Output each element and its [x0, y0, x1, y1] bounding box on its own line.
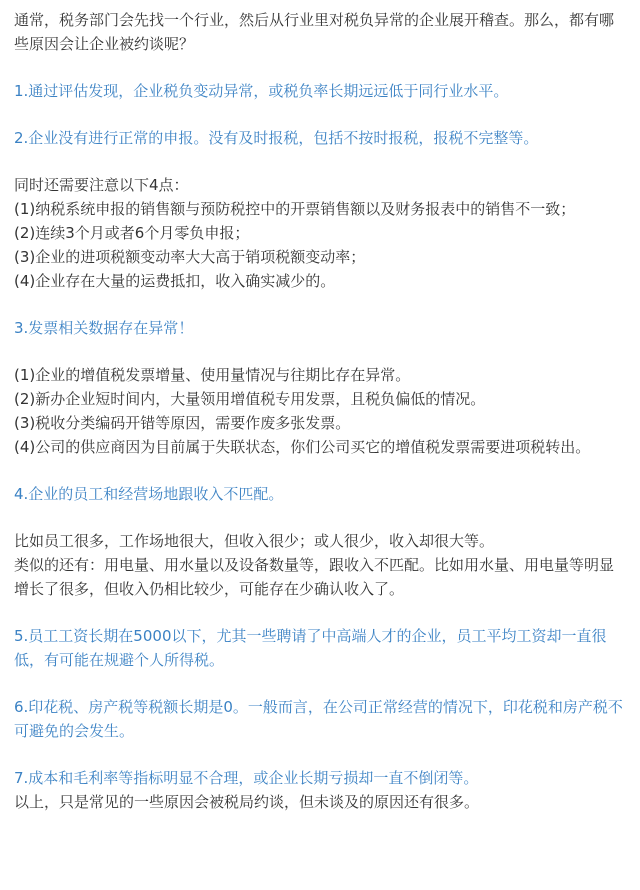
spacer — [14, 506, 628, 529]
note-item: (2)连续3个月或者6个月零负申报； — [14, 224, 250, 242]
point-4: 4.企业的员工和经营场地跟收入不匹配。 — [14, 485, 284, 503]
invoice-item: (4)公司的供应商因为目前属于失联状态，你们公司买它的增值税发票需要进项税转出。 — [14, 438, 591, 456]
spacer — [14, 150, 628, 173]
note-item: (4)企业存在大量的运费抵扣，收入确实减少的。 — [14, 272, 336, 290]
article-body — [14, 8, 628, 814]
point-4-detail: 类似的还有：用电量、用水量以及设备数量等，跟收入不匹配。比如用水量、用电量等明显增长了很多，但收入仍相比较少，可能存在少确认收入了。 — [14, 556, 615, 598]
point-4-detail: 比如员工很多，工作场地很大，但收入很少；或人很少，收入却很大等。 — [14, 532, 495, 550]
point-1: 1.通过评估发现，企业税负变动异常，或税负率长期远远低于同行业水平。 — [14, 82, 509, 100]
intro-paragraph: 通常，税务部门会先找一个行业，然后从行业里对税负异常的企业展开稽查。那么，都有哪些原因会让企业被约谈呢？ — [14, 11, 615, 53]
spacer — [14, 293, 628, 316]
spacer — [14, 672, 628, 695]
invoice-item: (1)企业的增值税发票增量、使用量情况与往期比存在异常。 — [14, 366, 411, 384]
invoice-item: (3)税收分类编码开错等原因，需要作废多张发票。 — [14, 414, 351, 432]
spacer — [14, 340, 628, 363]
point-2: 2.企业没有进行正常的申报。没有及时报税，包括不按时报税，报税不完整等。 — [14, 129, 539, 147]
note-heading: 同时还需要注意以下4点： — [14, 176, 189, 194]
invoice-item: (2)新办企业短时间内，大量领用增值税专用发票，且税负偏低的情况。 — [14, 390, 486, 408]
spacer — [14, 743, 628, 766]
note-item: (1)纳税系统申报的销售额与预防税控中的开票销售额以及财务报表中的销售不一致； — [14, 200, 576, 218]
spacer — [14, 56, 628, 79]
spacer — [14, 459, 628, 482]
spacer — [14, 601, 628, 624]
note-item: (3)企业的进项税额变动率大大高于销项税额变动率； — [14, 248, 366, 266]
point-7: 7.成本和毛利率等指标明显不合理，或企业长期亏损却一直不倒闭等。 — [14, 769, 479, 787]
point-6: 6.印花税、房产税等税额长期是0。一般而言，在公司正常经营的情况下，印花税和房产税不可避免的会发生。 — [14, 698, 623, 740]
point-3: 3.发票相关数据存在异常！ — [14, 319, 194, 337]
conclusion: 以上，只是常见的一些原因会被税局约谈，但未谈及的原因还有很多。 — [14, 793, 480, 811]
spacer — [14, 103, 628, 126]
point-5: 5.员工工资长期在5000以下，尤其一些聘请了中高端人才的企业，员工平均工资却一直很低，有可能在规避个人所得税。 — [14, 627, 607, 669]
